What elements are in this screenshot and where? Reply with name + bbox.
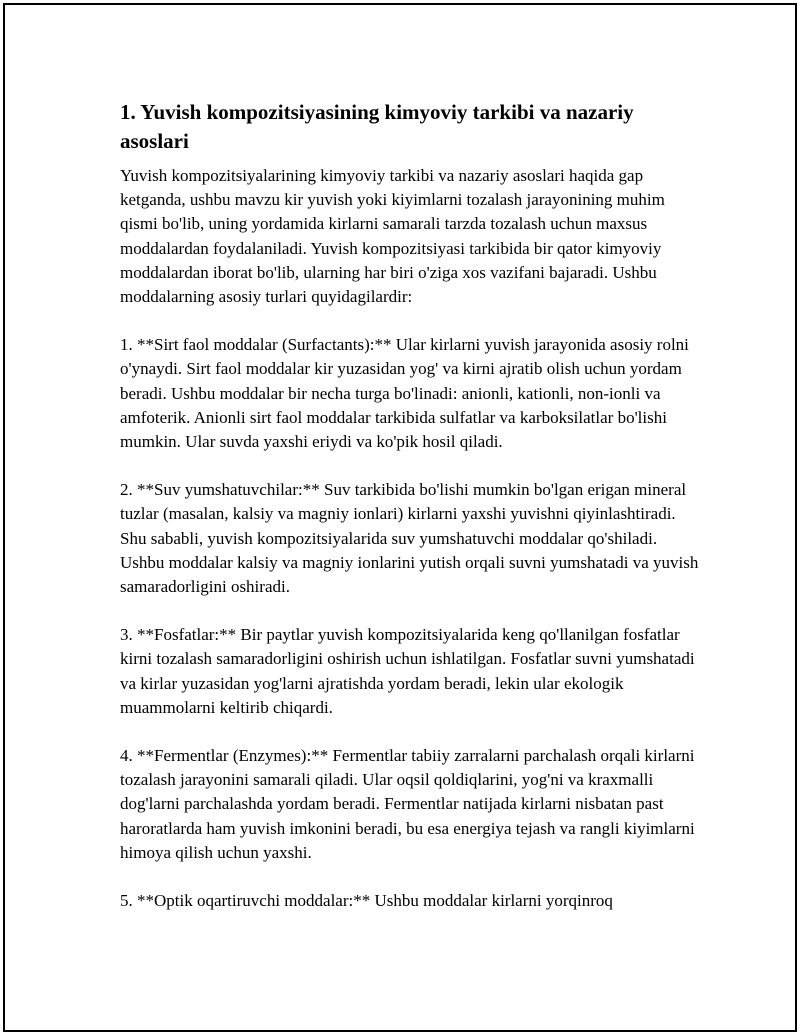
section-heading: 1. Yuvish kompozitsiyasining kimyoviy tarkibi va nazariy asoslari (120, 100, 634, 153)
enzymes-paragraph: 4. **Fermentlar (Enzymes):** Fermentlar tabiiy zarralarni parchalash orqali kirlarni tozalash jarayonini samarali qiladi. Ular oqsil qoldiqlarini, yog'ni va kraxmalli dog'larni parchalashda yordam beradi. Fermentlar natijada kirlarni nisbatan past haroratlarda ham yuvish imkonini beradi, bu esa energiya tejash va rangli kiyimlarni himoya qilish uchun yaxshi. (120, 746, 695, 862)
water-softeners-paragraph: 2. **Suv yumshatuvchilar:** Suv tarkibida bo'lishi mumkin bo'lgan erigan mineral tuzlar (masalan, kalsiy va magniy ionlari) kirlarni yaxshi yuvishni qiyinlashtiradi. Shu sababli, yuvish kompozitsiyalarida suv yumshatuvchi moddalar qo'shiladi. Ushbu moddalar kalsiy va magniy ionlarini yutish orqali suvni yumshatadi va yuvish samaradorligini oshiradi. (120, 480, 699, 597)
intro-paragraph: Yuvish kompozitsiyalarining kimyoviy tarkibi va nazariy asoslari haqida gap ketganda, ushbu mavzu kir yuvish yoki kiyimlarni tozalash jarayonining muhim qismi bo'lib, uning yordamida kirlarni samarali tarzda tozalash uchun maxsus moddalardan foydalaniladi. Yuvish kompozitsiyasi tarkibida bir qator kimyoviy moddalardan iborat bo'lib, ularning har biri o'ziga xos vazifani bajaradi. Ushbu moddalarning asosiy turlari quyidagilardir: (120, 166, 665, 307)
phosphates-paragraph: 3. **Fosfatlar:** Bir paytlar yuvish kompozitsiyalarida keng qo'llanilgan fosfatlar kirni tozalash samaradorligini oshirish uchun ishlatilgan. Fosfatlar suvni yumshatadi va kirlar yuzasidan yog'larni ajratishda yordam beradi, lekin ular ekologik muammolarni keltirib chiqardi. (120, 625, 695, 717)
optical-brighteners-paragraph: 5. **Optik oqartiruvchi moddalar:** Ushbu moddalar kirlarni yorqinroq (120, 891, 613, 911)
document-page (3, 3, 797, 1032)
document-content (120, 98, 700, 937)
surfactants-paragraph: 1. **Sirt faol moddalar (Surfactants):** Ular kirlarni yuvish jarayonida asosiy rolni o'ynaydi. Sirt faol moddalar kir yuzasidan yog' va kirni ajratib olish uchun yordam beradi. Ushbu moddalar bir necha turga bo'linadi: anionli, kationli, non-ionli va amfoterik. Anionli sirt faol moddalar tarkibida sulfatlar va karboksilatlar bo'lishi mumkin. Ular suvda yaxshi eriydi va ko'pik hosil qiladi. (120, 335, 689, 452)
